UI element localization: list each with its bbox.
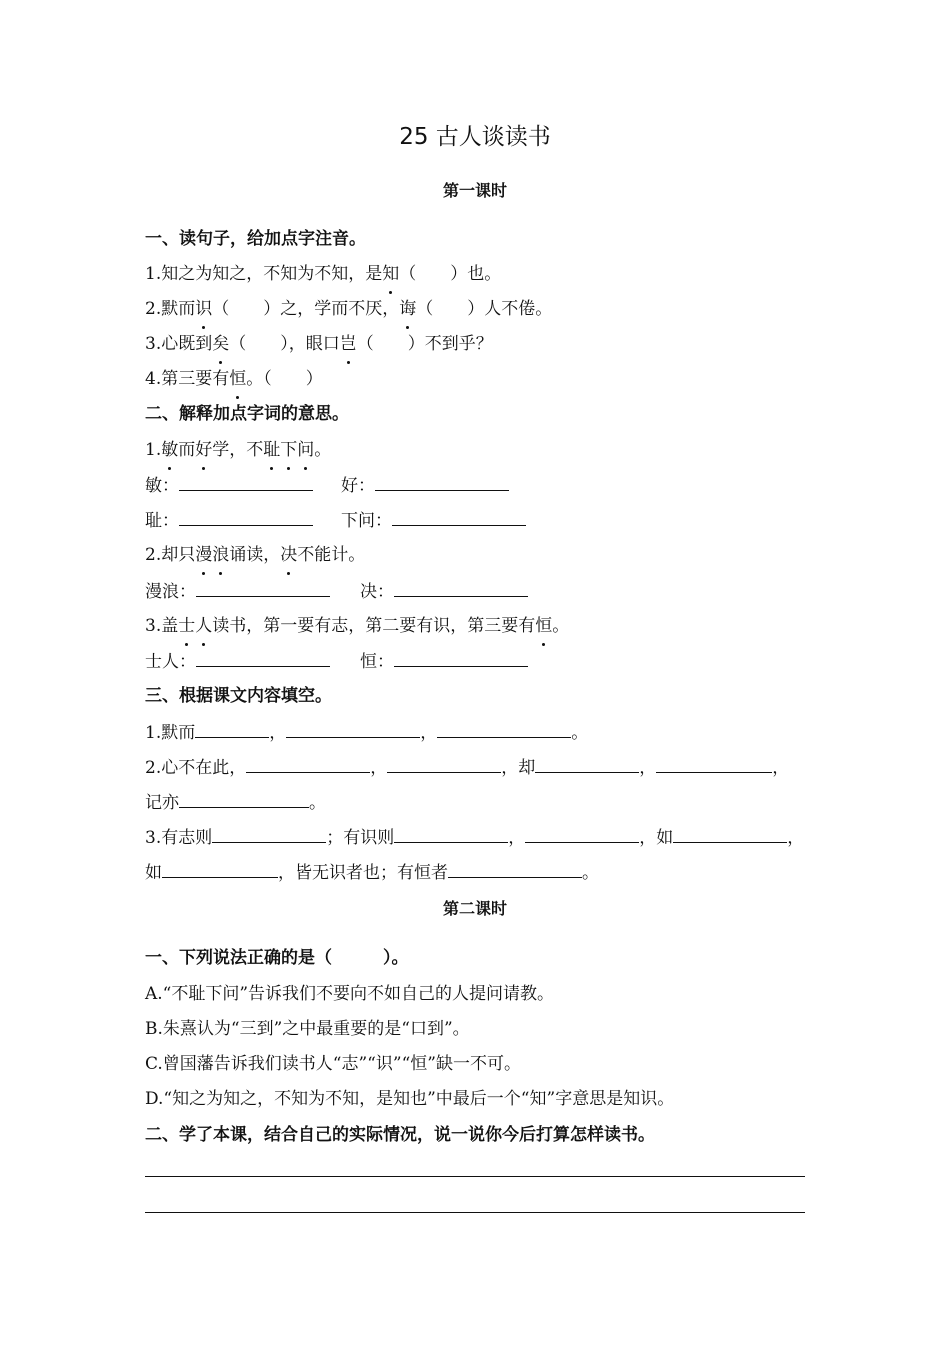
text: 3.盖 bbox=[145, 616, 179, 636]
fill-blank[interactable] bbox=[656, 754, 772, 773]
text: 2.心不在此， bbox=[145, 758, 247, 778]
option-b[interactable]: B.朱熹认为“三到”之中最重要的是“口到”。 bbox=[145, 1019, 470, 1039]
dotted-char: 矣 bbox=[212, 331, 229, 357]
s1-question-3 bbox=[145, 331, 493, 357]
text: ；有识则 bbox=[326, 828, 395, 848]
answer-label: 恒： bbox=[360, 652, 394, 672]
text: 4.第三要有 bbox=[145, 369, 230, 389]
text: 读书，第一要有志，第二要有识，第三要有 bbox=[212, 616, 536, 636]
dotted-char: 人 bbox=[195, 613, 212, 639]
fill-blank[interactable] bbox=[448, 859, 582, 878]
dotted-char: 耻 bbox=[263, 437, 280, 463]
s1-question-1 bbox=[145, 261, 501, 287]
text: ，如 bbox=[639, 828, 674, 848]
dotted-char: 诲 bbox=[399, 296, 416, 322]
text: 诵读， bbox=[229, 545, 281, 565]
writing-line[interactable] bbox=[145, 1176, 805, 1177]
s2-question-1 bbox=[145, 437, 331, 463]
section-1-heading: 一、读句子，给加点字注音。 bbox=[145, 229, 366, 249]
text: （ ）之，学而不厌， bbox=[212, 299, 400, 319]
text: ， bbox=[269, 723, 287, 743]
text: ， bbox=[772, 758, 790, 778]
answer-label: 好： bbox=[341, 476, 375, 496]
text: （ ）不到乎？ bbox=[356, 334, 493, 354]
s3-fill-line-3 bbox=[145, 789, 326, 815]
text: 记亦 bbox=[145, 793, 179, 813]
answer-blank[interactable] bbox=[394, 648, 528, 667]
s2-answer-row-4 bbox=[145, 648, 528, 674]
dotted-char: 恒 bbox=[535, 613, 552, 639]
s1-question-2 bbox=[145, 296, 552, 322]
fill-blank[interactable] bbox=[535, 754, 639, 773]
text: 3.心既到 bbox=[145, 334, 213, 354]
dotted-char: 敏 bbox=[161, 437, 178, 463]
text: 1.知之为知之，不知为不知，是 bbox=[145, 264, 383, 284]
fill-blank[interactable] bbox=[195, 719, 269, 738]
s2-answer-row-2 bbox=[145, 507, 526, 533]
answer-label: 漫浪： bbox=[145, 582, 196, 602]
fill-blank[interactable] bbox=[394, 824, 508, 843]
answer-blank[interactable] bbox=[392, 507, 526, 526]
section-2-heading: 二、解释加点字词的意思。 bbox=[145, 404, 349, 424]
dotted-char: 士 bbox=[178, 613, 195, 639]
s1-question-4 bbox=[145, 366, 323, 392]
answer-blank[interactable] bbox=[179, 472, 313, 491]
fill-blank[interactable] bbox=[673, 824, 787, 843]
page-title: 25 古人谈读书 bbox=[399, 124, 551, 150]
text: ， bbox=[787, 828, 805, 848]
s2-answer-row-1 bbox=[145, 472, 509, 498]
text: 学，不 bbox=[212, 440, 264, 460]
text: 。 bbox=[571, 723, 589, 743]
p2-question-1-heading: 一、下列说法正确的是（ ）。 bbox=[145, 948, 409, 968]
answer-label: 决： bbox=[360, 582, 394, 602]
text: 2.默而 bbox=[145, 299, 196, 319]
text: 2.却只 bbox=[145, 545, 196, 565]
dotted-char: 知 bbox=[382, 261, 399, 287]
dotted-char: 下 bbox=[280, 437, 297, 463]
text: （ ）也。 bbox=[399, 264, 502, 284]
answer-blank[interactable] bbox=[179, 507, 313, 526]
dotted-char: 漫 bbox=[195, 542, 212, 568]
dotted-char: 岂 bbox=[340, 331, 357, 357]
fill-blank[interactable] bbox=[212, 824, 326, 843]
text: 1. bbox=[145, 440, 162, 460]
lesson-two-heading: 第二课时 bbox=[442, 899, 507, 918]
answer-blank[interactable] bbox=[196, 578, 330, 597]
text: 1.默而 bbox=[145, 723, 196, 743]
text: 不能计。 bbox=[297, 545, 366, 565]
fill-blank[interactable] bbox=[525, 824, 639, 843]
text: ，皆无识者也；有恒者 bbox=[278, 863, 448, 883]
text: ， bbox=[639, 758, 657, 778]
text: 。 bbox=[582, 863, 599, 883]
writing-line[interactable] bbox=[145, 1212, 805, 1213]
text: 3.有志则 bbox=[145, 828, 213, 848]
text: 。 bbox=[552, 616, 570, 636]
fill-blank[interactable] bbox=[246, 754, 370, 773]
fill-blank[interactable] bbox=[162, 859, 278, 878]
text: ，却 bbox=[501, 758, 536, 778]
s2-question-2 bbox=[145, 542, 365, 568]
text: （ ）人不倦。 bbox=[416, 299, 553, 319]
text: ， bbox=[420, 723, 438, 743]
text: 。 bbox=[314, 440, 332, 460]
answer-label: 耻： bbox=[145, 511, 179, 531]
text: 如 bbox=[145, 863, 162, 883]
text: ， bbox=[508, 828, 526, 848]
dotted-char: 恒 bbox=[229, 366, 246, 392]
answer-blank[interactable] bbox=[196, 648, 330, 667]
dotted-char: 浪 bbox=[212, 542, 229, 568]
option-a[interactable]: A.“不耻下问”告诉我们不要向不如自己的人提问请教。 bbox=[145, 984, 555, 1004]
fill-blank[interactable] bbox=[387, 754, 501, 773]
s2-answer-row-3 bbox=[145, 578, 528, 604]
text: （ ），眼口 bbox=[229, 334, 340, 354]
answer-blank[interactable] bbox=[375, 472, 509, 491]
p2-question-2-heading: 二、学了本课，结合自己的实际情况，说一说你今后打算怎样读书。 bbox=[145, 1125, 655, 1145]
fill-blank[interactable] bbox=[437, 719, 571, 738]
s3-fill-line-5 bbox=[145, 859, 599, 885]
text: 。 bbox=[309, 793, 326, 813]
section-3-heading: 三、根据课文内容填空。 bbox=[145, 686, 332, 706]
text: 。（ ） bbox=[246, 369, 323, 389]
fill-blank[interactable] bbox=[179, 789, 309, 808]
dotted-char: 决 bbox=[280, 542, 297, 568]
dotted-char: 问 bbox=[297, 437, 314, 463]
answer-label: 下问： bbox=[341, 511, 392, 531]
text: 而 bbox=[178, 440, 196, 460]
answer-label: 敏： bbox=[145, 476, 179, 496]
s3-fill-line-4 bbox=[145, 824, 804, 850]
answer-label: 士人： bbox=[145, 652, 196, 672]
option-c[interactable]: C.曾国藩告诉我们读书人“志”“识”“恒”缺一不可。 bbox=[145, 1054, 521, 1074]
option-d[interactable]: D.“知之为知之，不知为不知，是知也”中最后一个“知”字意思是知识。 bbox=[145, 1089, 675, 1109]
dotted-char: 好 bbox=[195, 437, 212, 463]
text: ， bbox=[370, 758, 388, 778]
s3-fill-line-1 bbox=[145, 719, 588, 745]
s2-question-3 bbox=[145, 613, 569, 639]
dotted-char: 识 bbox=[195, 296, 212, 322]
s3-fill-line-2 bbox=[145, 754, 789, 780]
lesson-one-heading: 第一课时 bbox=[442, 181, 507, 200]
fill-blank[interactable] bbox=[286, 719, 420, 738]
answer-blank[interactable] bbox=[394, 578, 528, 597]
